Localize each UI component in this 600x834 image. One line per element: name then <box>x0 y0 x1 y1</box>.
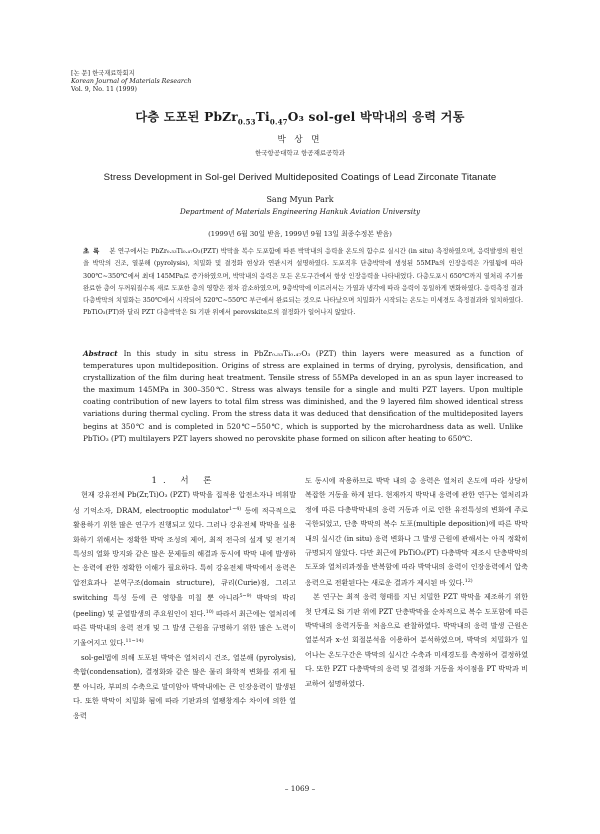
journal-category: [논 문] 한국재료학회지 <box>71 70 135 77</box>
citation-ref: 1~4) <box>229 506 242 512</box>
body-column-left <box>73 474 296 723</box>
intro-paragraph-1 <box>73 488 296 650</box>
intro-p1-b: 등에 적극적으로 활용하기 위한 많은 연구가 진행되고 있다. 그러나 강유전체 박막을 실용화하기 위해서는 정확한 박막 조성의 제어, 최적 전극의 설계 및 전기적 특성의 열화 방지와 같은 많은 문제들의 해결과 동시에 박막 내에 발생하는 응력에 관한 정확한 이해가 필요하다. 특히 강유전체 박막에서 응력은 압전효과나 분역구조(domain structure), 큐리(Curie)점, 그리고 switching 특성 등에 큰 영향을 미칠 뿐 아니라 <box>73 505 296 603</box>
abstract-english <box>83 348 523 445</box>
intro-p1-d: 따라서 최근에는 열처리에 따른 박막내의 응력 전개 및 그 발생 근원을 규명하기 위한 많은 노력이 기울여지고 있다. <box>73 608 296 648</box>
title-ko-pre: 다층 도포된 PbZr <box>135 110 238 124</box>
affiliation-korean: 한국항공대학교 항공재료공학과 <box>255 149 345 157</box>
intro-paragraph-4: 본 연구는 최적 응력 형태를 지닌 치밀한 PZT 박막을 제조하기 위한 첫 단계로 Si 기판 위에 PZT 단층박막을 순차적으로 복수 도포함에 따른 박막내의 응력거동을 처음으로 관찰하였다. 박막내의 응력 발생 근원은 열분석과 x-선 회절분석을 이용하여 분석하였으며, 박막의 치밀화가 일어나는 온도구간은 박막의 실시간 수축과 미세경도를 측정하여 결정하였다. 또한 PZT 다층박막의 응력 및 결정화 거동을 차이점을 PT 박막과 비교하여 설명하였다. <box>305 592 528 688</box>
journal-header <box>71 70 191 93</box>
citation-ref: 5~9) <box>239 594 252 600</box>
abstract-en-text: In this study in situ stress in PbZr₀.₅₃Ti₀.₄₇O₃ (PZT) thin layers were measured as a function of temperatures upon multideposition. Origins of stress are explained in terms of drying, pyrolysis, densification, and crystallization of the film during heat treatment. Tensile stress of 55MPa developed in an as spun layer increased to the maximum 145MPa in 300–350℃. Stress was always tensile for a single and multi PZT layers. Upon multiple coating contribution of new layers to total film stress was diminished, and the 9 layered film showed identical stress variations during thermal cycling. From the stress data it was deduced that densification of the multideposited layers begins at 350℃ and is completed in 520℃~550℃, which is supported by the microhardness data as well. Unlike PbTiO₃ (PT) multilayers PZT layers showed no perovskite phase formed on silicon after heating to 650℃. <box>83 349 523 443</box>
title-ko-sub2: 0.47 <box>269 117 288 127</box>
intro-p1-a: 현재 강유전체 Pb(Zr,Ti)O₃ (PZT) 박막을 집적용 압전소자나 비휘발성 기억소자, DRAM, electrooptic modulator <box>73 490 296 515</box>
title-ko-mid: Ti <box>255 110 270 124</box>
abstract-en-label: Abstract <box>83 349 118 358</box>
journal-volume: Vol. 9, No. 11 (1999) <box>71 85 137 93</box>
abstract-ko-text: 본 연구에서는 PbZr₀.₅₃Ti₀.₄₇O₃(PZT) 박막을 복수 도포함에 따른 박막내의 응력을 온도의 함수로 실시간 (in situ) 측정하였으며, 응력발생의 원인을 박막의 건조, 열분해 (pyrolysis), 치밀화 및 결정화 현상과 연관시켜 설명하였다. 도포직후 단층박막에 생성된 55MPa의 인장응력은 가열됨에 따라 300℃~350℃에서 최대 145MPa로 증가하였으며, 박막내의 응력은 모든 온도구간에서 항상 인장응력을 나타내었다. 다층도포시 650℃까지 열처리 주기를 완료한 층이 두꺼워질수록 새로 도포한 층의 영향은 점차 감소하였으며, 9층박막에 이르러서는 가열과 냉각에 따라 응력이 동일하게 변화하였다. 응력측정 결과 다층박막의 치밀화는 350℃에서 시작되어 520℃~550℃ 부근에서 완료되는 것으로 나타났으며 치밀화가 시작되는 온도는 미세경도 측정결과와 일치하였다. PbTiO₃(PT)와 달리 PZT 다층박막은 Si 기판 위에서 perovskite로의 결정화가 일어나지 않았다. <box>83 247 523 317</box>
title-ko-post: O₃ sol-gel 박막내의 응력 거동 <box>287 110 465 124</box>
intro-p1-c: 박막의 박리(peeling) 및 균열발생의 주요원인이 된다. <box>73 593 296 618</box>
citation-ref: 10) <box>205 609 214 615</box>
intro-p3-a: 도 동시에 작용하므로 박막 내의 총 응력은 열처리 온도에 따라 상당히 복잡한 거동을 하게 된다. 현재까지 박막내 응력에 관한 연구는 열처리과정에 따른 다층박막내의 응력 거동과 이로 인한 유전특성의 변화에 주로 국한되었고, 단층 박막의 복수 도포(multiple deposition)에 따른 박막내의 실시간 (in situ) 응력 변화나 그 발생 근원에 관해서는 아직 정확히 규명되지 않았다. 다만 최근에 PbTiO₃(PT) 다층박막 제조시 단층박막의 도포와 열처리과정을 반복함에 따라 박막내의 응력이 인장응력에서 압축응력으로 전환된다는 새로운 결과가 제시된 바 있다. <box>305 476 528 587</box>
title-english: Stress Development in Sol-gel Derived Multideposited Coatings of Lead Zirconate Titanate <box>103 172 497 183</box>
author-english: Sang Myun Park <box>266 195 334 204</box>
abstract-ko-label: 초록 <box>83 247 104 255</box>
intro-paragraph-2: sol-gel법에 의해 도포된 박막은 열처리시 건조, 열분해 (pyrolysis), 축합(condensation), 결정화와 같은 많은 물리 화학적 변화를 겪게 될 뿐 아니라, 부피의 수축으로 말미암아 박막내에는 큰 인장응력이 발생된다. 또한 박막이 치밀화 됨에 따라 기판과의 열팽창계수 차이에 의한 열응력 <box>73 652 296 720</box>
citation-ref: 12) <box>464 578 473 584</box>
received-dates: (1999년 6월 30일 받음, 1999년 9월 13일 최종수정본 받음) <box>208 230 392 238</box>
title-korean <box>0 108 600 126</box>
section-heading-introduction: 1. 서 론 <box>151 476 218 486</box>
affiliation-english: Department of Materials Engineering Hankuk Aviation University <box>179 207 421 216</box>
title-ko-sub1: 0.53 <box>237 117 256 127</box>
intro-paragraph-3 <box>305 474 528 590</box>
journal-name: Korean Journal of Materials Research <box>71 77 192 85</box>
abstract-korean <box>83 245 523 319</box>
page-number: – 1069 – <box>284 784 316 793</box>
author-korean: 박 상 면 <box>277 135 323 145</box>
body-column-right <box>305 474 528 691</box>
citation-ref: 11~14) <box>125 639 144 645</box>
